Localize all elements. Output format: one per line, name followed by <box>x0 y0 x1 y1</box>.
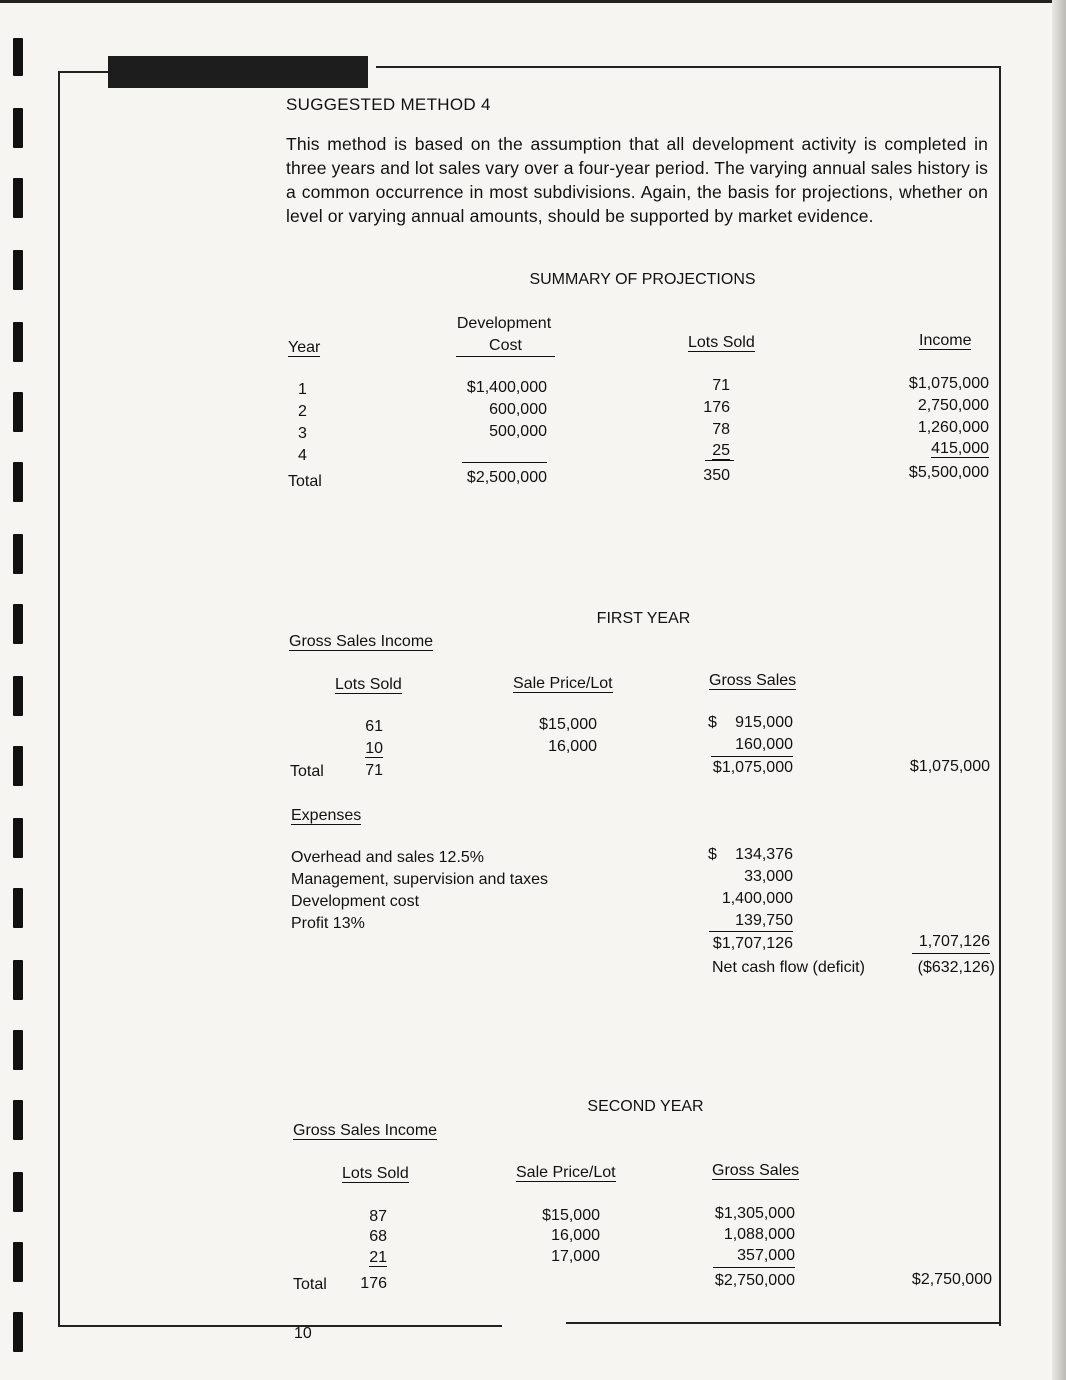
binding-hole <box>13 746 23 786</box>
page-right-edge <box>1052 0 1066 1380</box>
second-year-lots: 21 <box>369 1249 387 1266</box>
summary-total-label: Total <box>288 473 322 490</box>
frame-border <box>376 66 1000 68</box>
summary-income: 1,260,000 <box>917 419 989 436</box>
second-year-lots: 68 <box>369 1228 387 1245</box>
frame-header-tab <box>108 56 368 88</box>
second-year-title: SECOND YEAR <box>587 1098 704 1115</box>
expense-subtotal-rule <box>709 931 793 932</box>
second-year-total-label: Total <box>293 1276 327 1293</box>
first-year-lots: 61 <box>365 718 383 735</box>
second-year-price: 16,000 <box>551 1227 600 1244</box>
binding-hole <box>13 534 23 574</box>
expenses-total-rule <box>912 953 990 954</box>
second-year-total-income: $2,750,000 <box>911 1271 992 1288</box>
summary-total-income: $5,500,000 <box>908 464 989 481</box>
summary-year: 1 <box>298 381 307 398</box>
summary-col-lots: Lots Sold <box>688 334 755 351</box>
net-cash-flow-label: Net cash flow (deficit) <box>712 959 865 976</box>
second-year-col-price: Sale Price/Lot <box>516 1164 616 1181</box>
summary-total-dev: $2,500,000 <box>466 469 547 486</box>
summary-lots: 25 <box>712 442 730 459</box>
summary-income: $1,075,000 <box>908 375 989 392</box>
binding-hole <box>13 960 23 1000</box>
first-year-gross: $ 915,000 <box>708 714 793 731</box>
second-year-gross: 1,088,000 <box>723 1226 795 1243</box>
binding-hole <box>13 322 23 362</box>
binding-hole <box>13 1030 23 1070</box>
binding-hole <box>13 392 23 432</box>
first-year-col-lots: Lots Sold <box>335 676 402 693</box>
binding-hole <box>13 250 23 290</box>
summary-total-lots: 350 <box>703 467 730 484</box>
expense-amount: 1,400,000 <box>721 890 793 907</box>
frame-border <box>58 1325 502 1327</box>
first-year-gross-label: Gross Sales Income <box>289 633 434 650</box>
summary-year: 3 <box>298 425 307 442</box>
summary-lots: 176 <box>703 399 730 416</box>
net-cash-flow-value: ($632,126) <box>917 959 995 976</box>
expense-amount: $ 134,376 <box>708 846 793 863</box>
expenses-total-right: 1,707,126 <box>918 933 990 950</box>
summary-income: 415,000 <box>931 440 989 457</box>
second-year-col-gross: Gross Sales <box>712 1162 800 1179</box>
binding-hole <box>13 462 23 502</box>
expense-amount: 33,000 <box>744 868 793 885</box>
first-year-col-gross: Gross Sales <box>709 672 797 689</box>
binding-hole <box>13 818 23 858</box>
binding-hole <box>13 1172 23 1212</box>
expense-amount: 139,750 <box>735 912 793 929</box>
summary-income: 2,750,000 <box>917 397 989 414</box>
lots-subtotal-rule <box>705 460 734 461</box>
first-year-col-price: Sale Price/Lot <box>513 675 613 692</box>
summary-col-income: Income <box>919 332 972 349</box>
second-year-price: 17,000 <box>551 1248 600 1265</box>
summary-lots: 78 <box>712 421 730 438</box>
intro-paragraph: This method is based on the assumption that all development activity is completed in three years and lot sales vary over a four-year period. The varying annual sales history is a common occurrence in most subdivisions. Again, the basis for projections, whether on level or varying annual amounts, should be supported by market evidence. <box>286 134 989 226</box>
binding-hole <box>13 1242 23 1282</box>
binding-hole <box>13 1100 23 1140</box>
frame-border <box>58 71 60 1327</box>
summary-col-year: Year <box>288 339 321 356</box>
expense-label: Development cost <box>291 893 420 910</box>
summary-col-dev-line2: Cost <box>456 336 555 357</box>
expense-label: Management, supervision and taxes <box>291 871 549 888</box>
binding-hole <box>13 178 23 218</box>
frame-border <box>58 71 110 73</box>
top-edge-line <box>0 0 1066 3</box>
summary-col-dev-line1: Development <box>456 315 552 332</box>
first-year-price: 16,000 <box>548 738 597 755</box>
second-year-col-lots: Lots Sold <box>342 1165 409 1182</box>
first-year-price: $15,000 <box>539 716 597 733</box>
summary-dev-cost: $1,400,000 <box>466 379 547 396</box>
binding-hole <box>13 108 23 148</box>
first-year-title: FIRST YEAR <box>596 610 691 627</box>
page-number: 10 <box>294 1325 312 1342</box>
gross-subtotal-rule <box>713 1267 795 1268</box>
binding-hole <box>13 38 23 76</box>
summary-dev-cost: 500,000 <box>489 423 547 440</box>
expense-label: Profit 13% <box>291 915 365 932</box>
gross-subtotal-rule <box>711 756 793 757</box>
expenses-total: $1,707,126 <box>712 935 793 952</box>
frame-border <box>999 66 1001 1326</box>
summary-dev-cost: 600,000 <box>489 401 547 418</box>
second-year-lots: 87 <box>369 1208 387 1225</box>
summary-year: 4 <box>298 447 307 464</box>
first-year-total-lots: 71 <box>365 762 383 779</box>
dev-subtotal-rule <box>462 462 547 463</box>
second-year-total-gross: $2,750,000 <box>714 1272 795 1289</box>
first-year-total-income: $1,075,000 <box>909 758 990 775</box>
summary-title: SUMMARY OF PROJECTIONS <box>529 271 756 288</box>
summary-lots: 71 <box>712 377 730 394</box>
summary-year: 2 <box>298 403 307 420</box>
first-year-lots: 10 <box>365 740 383 757</box>
binding-hole <box>13 1312 23 1352</box>
frame-border <box>566 1322 1001 1324</box>
first-year-total-gross: $1,075,000 <box>712 759 793 776</box>
first-year-gross: 160,000 <box>735 736 793 753</box>
expenses-label: Expenses <box>291 807 362 824</box>
binding-hole <box>13 604 23 644</box>
second-year-price: $15,000 <box>542 1207 600 1224</box>
expense-label: Overhead and sales 12.5% <box>291 849 485 866</box>
first-year-total-label: Total <box>290 763 324 780</box>
binding-hole <box>13 888 23 928</box>
second-year-total-lots: 176 <box>360 1275 387 1292</box>
second-year-gross-label: Gross Sales Income <box>293 1122 438 1139</box>
section-heading: SUGGESTED METHOD 4 <box>286 95 491 114</box>
binding-hole <box>13 676 23 716</box>
second-year-gross: 357,000 <box>737 1247 795 1264</box>
second-year-gross: $1,305,000 <box>714 1205 795 1222</box>
